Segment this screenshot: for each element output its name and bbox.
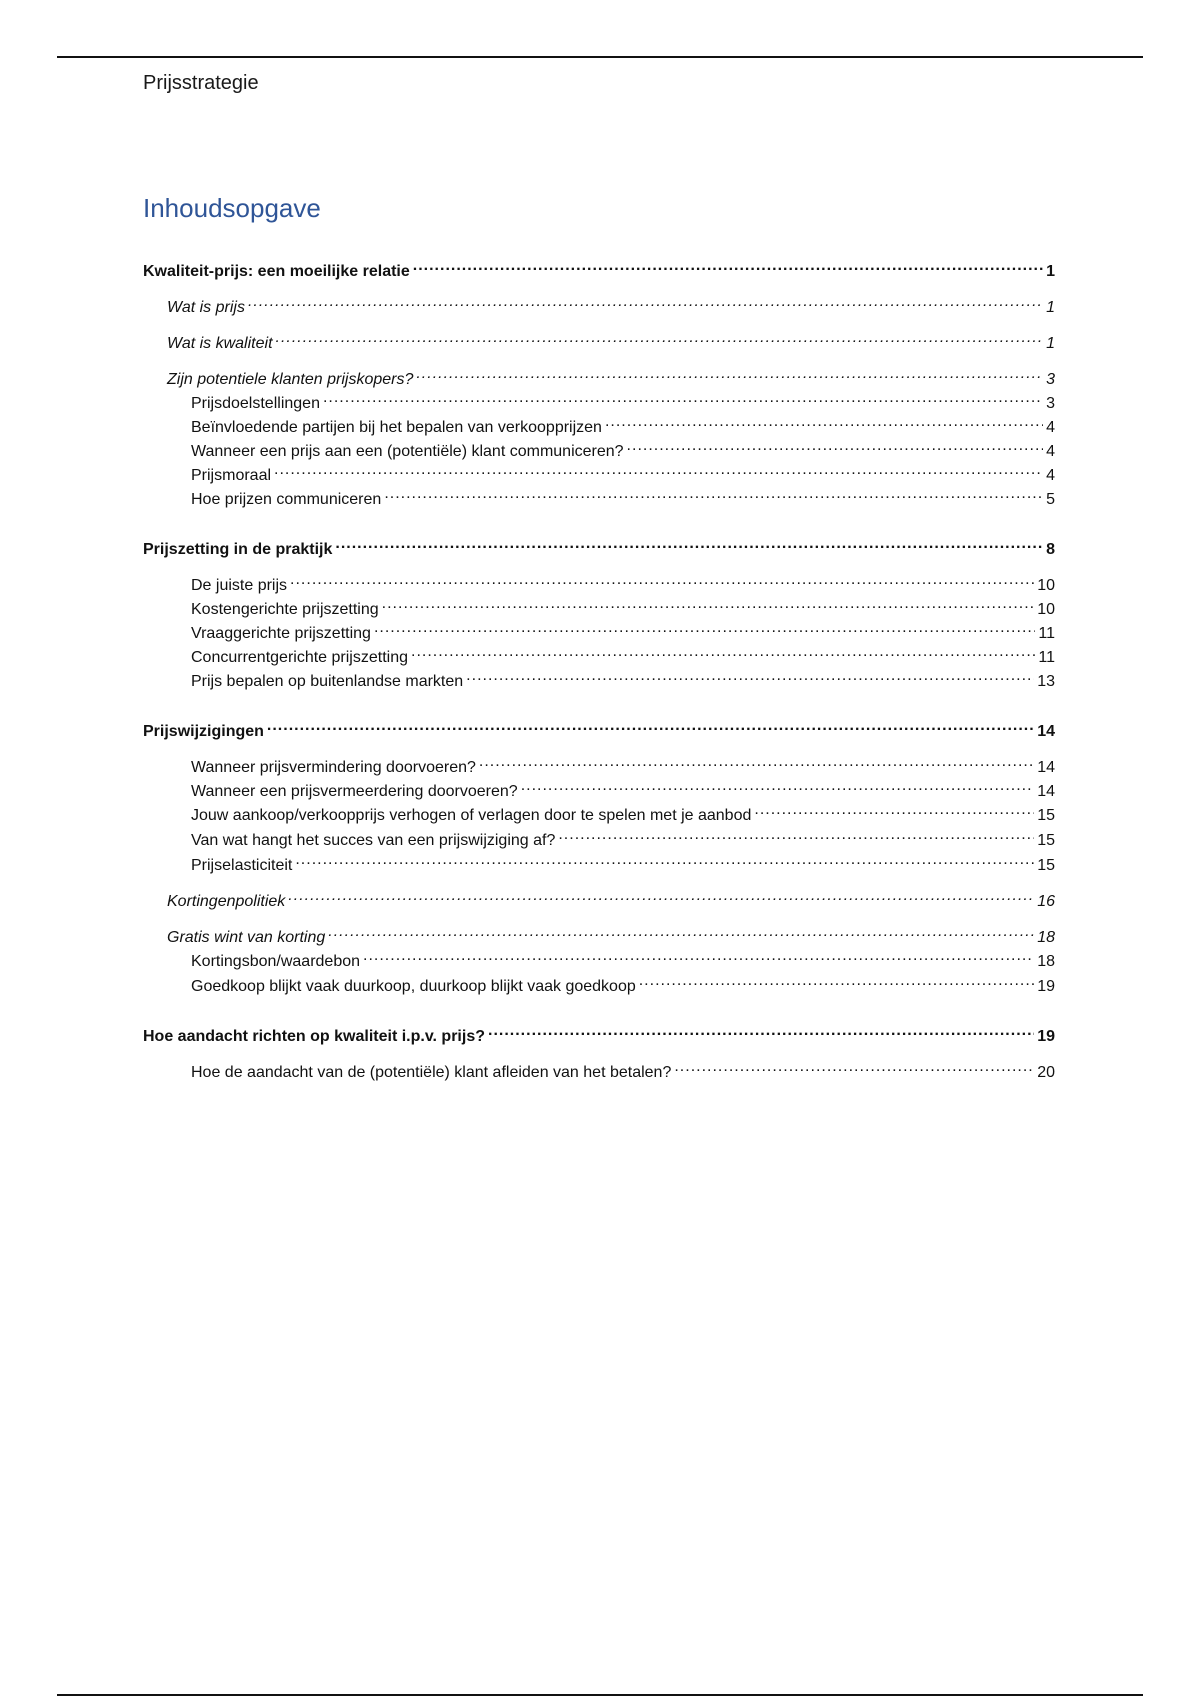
toc-entry[interactable]: Prijselasticiteit ..... 15 (191, 850, 1055, 870)
toc-entry[interactable]: Concurrentgerichte prijszetting ..... 11 (191, 642, 1055, 662)
toc-entry[interactable]: Wat is kwaliteit ..... 1 (167, 328, 1055, 348)
dot-leader (374, 618, 1035, 638)
dot-leader (288, 886, 1034, 906)
dot-leader (558, 825, 1034, 845)
toc-entry[interactable]: Hoe aandacht richten op kwaliteit i.p.v. prijs? ..... 19 (143, 1021, 1055, 1041)
toc-entry[interactable]: Vraaggerichte prijszetting ..... 11 (191, 618, 1055, 638)
dot-leader (248, 292, 1043, 312)
dot-leader (674, 1057, 1034, 1077)
dot-leader (323, 388, 1043, 408)
dot-leader (335, 534, 1043, 554)
header-rule (57, 56, 1143, 58)
toc-entry[interactable]: Prijsdoelstellingen ..... 3 (191, 388, 1055, 408)
dot-leader (627, 436, 1044, 456)
dot-leader (488, 1021, 1034, 1041)
dot-leader (328, 922, 1034, 942)
toc-entry[interactable]: Wat is prijs ..... 1 (167, 292, 1055, 312)
toc-entry[interactable]: Kortingenpolitiek ..... 16 (167, 886, 1055, 906)
toc-entry[interactable]: Hoe prijzen communiceren ..... 5 (191, 484, 1055, 504)
dot-leader (479, 752, 1034, 772)
toc-entry[interactable]: De juiste prijs ..... 10 (191, 570, 1055, 590)
toc-entry[interactable]: Prijswijzigingen ..... 14 (143, 716, 1055, 736)
toc-entry[interactable]: Prijsmoraal ..... 4 (191, 460, 1055, 480)
toc-entry[interactable]: Van wat hangt het succes van een prijswijziging af? ..... 15 (191, 825, 1055, 845)
dot-leader (295, 850, 1034, 870)
dot-leader (363, 946, 1034, 966)
dot-leader (605, 412, 1043, 432)
dot-leader (416, 364, 1043, 384)
dot-leader (411, 642, 1035, 662)
dot-leader (276, 328, 1044, 348)
dot-leader (521, 776, 1035, 796)
dot-leader (382, 594, 1035, 614)
toc-entry[interactable]: Kortingsbon/waardebon ..... 18 (191, 946, 1055, 966)
toc-entry[interactable]: Goedkoop blijkt vaak duurkoop, duurkoop blijkt vaak goedkoop ..... 19 (191, 971, 1055, 991)
footer-rule (57, 1694, 1143, 1696)
dot-leader (639, 971, 1034, 991)
toc-entry[interactable]: Kostengerichte prijszetting ..... 10 (191, 594, 1055, 614)
toc-entry[interactable]: Prijs bepalen op buitenlandse markten ..... 13 (191, 666, 1055, 686)
toc-entry[interactable]: Jouw aankoop/verkoopprijs verhogen of verlagen door te spelen met je aanbod ..... 15 (191, 800, 1055, 820)
toc-entry[interactable]: Wanneer een prijs aan een (potentiële) klant communiceren? ..... 4 (191, 436, 1055, 456)
toc-entry[interactable]: Zijn potentiele klanten prijskopers? ..... 3 (167, 364, 1055, 384)
running-header: Prijsstrategie (143, 72, 259, 94)
dot-leader (754, 800, 1034, 820)
toc-entry[interactable]: Hoe de aandacht van de (potentiële) klant afleiden van het betalen? ..... 20 (191, 1057, 1055, 1077)
dot-leader (274, 460, 1043, 480)
toc-entry[interactable]: Wanneer prijsvermindering doorvoeren? ..... 14 (191, 752, 1055, 772)
toc-entry[interactable]: Beïnvloedende partijen bij het bepalen van verkoopprijzen ..... 4 (191, 412, 1055, 432)
dot-leader (267, 716, 1034, 736)
toc-entry[interactable]: Prijszetting in de praktijk ..... 8 (143, 534, 1055, 554)
dot-leader (290, 570, 1034, 590)
toc-title: Inhoudsopgave (143, 193, 321, 223)
dot-leader (466, 666, 1034, 686)
dot-leader (384, 484, 1043, 504)
toc-entry[interactable]: Gratis wint van korting ..... 18 (167, 922, 1055, 942)
toc-entry[interactable]: Wanneer een prijsvermeerdering doorvoeren? ..... 14 (191, 776, 1055, 796)
dot-leader (413, 256, 1043, 276)
toc-entry[interactable]: Kwaliteit-prijs: een moeilijke relatie ..... 1 (143, 256, 1055, 276)
